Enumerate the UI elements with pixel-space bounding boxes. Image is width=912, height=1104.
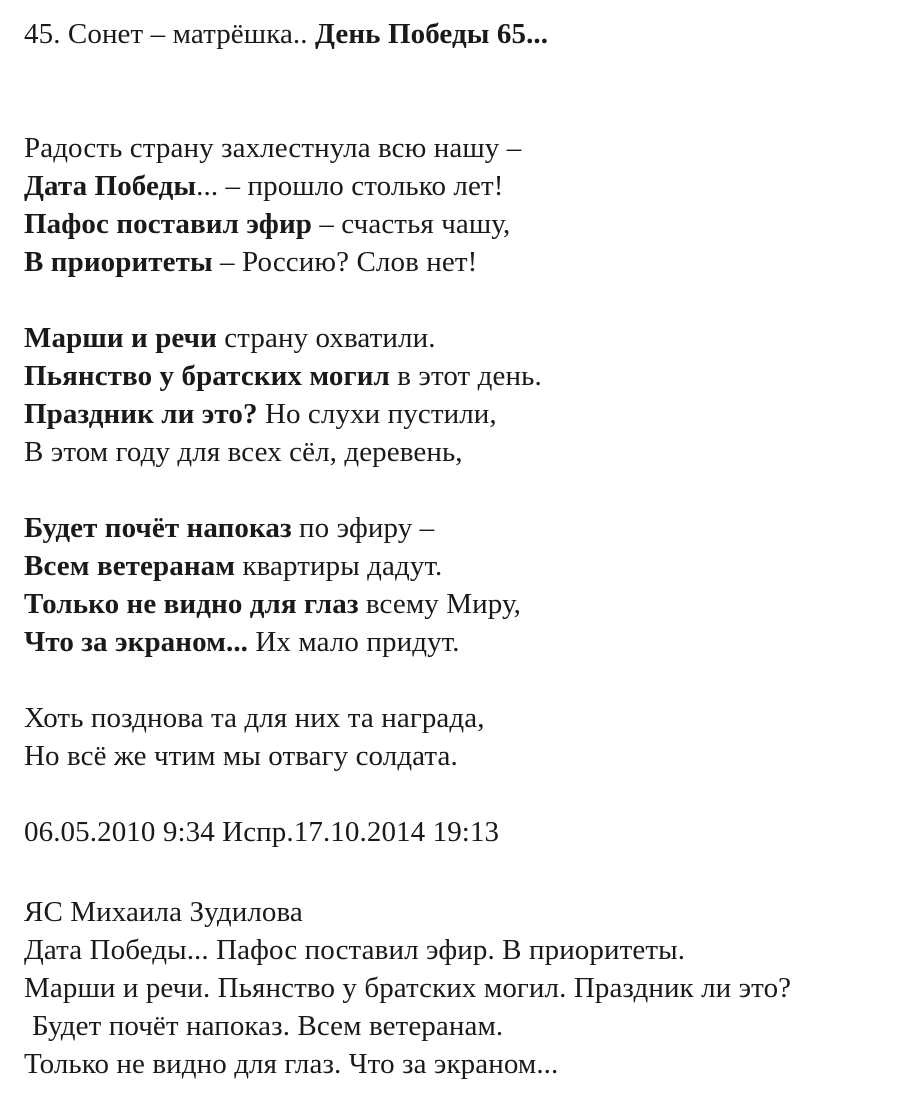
stanza-1-line-1	[24, 130, 521, 166]
line-bold-part: Всем ветеранам	[24, 550, 236, 582]
line-normal-part: – счастья чашу,	[311, 208, 511, 240]
line-normal-part: Но слухи пустили,	[257, 398, 497, 430]
line-normal-part: в этот день.	[389, 360, 542, 392]
stanza-2-line-1	[24, 320, 436, 356]
line-bold-part: Дата Победы	[24, 170, 197, 202]
heading-title-bold: День Победы 65...	[314, 18, 549, 50]
couplet-line-2	[24, 738, 458, 774]
line-bold-part: В приоритеты	[24, 246, 213, 278]
line-normal-part: страну охватили.	[216, 322, 436, 354]
ys-title: ЯС Михаила Зудилова	[24, 896, 303, 928]
line-bold-part: Будет почёт напоказ	[24, 512, 292, 544]
stanza-3-line-2	[24, 548, 442, 584]
couplet-line-1	[24, 700, 485, 736]
line-bold-part: Марши и речи	[24, 322, 217, 354]
line-bold-part: Праздник ли это?	[24, 398, 258, 430]
heading-number-text: 45. Сонет – матрёшка..	[24, 18, 315, 50]
line-normal-part: Но всё же чтим мы отвагу солдата.	[24, 740, 458, 772]
stanza-1-line-4	[24, 244, 477, 280]
poem-heading	[24, 16, 548, 52]
stanza-1-line-2	[24, 168, 503, 204]
line-bold-part: Что за экраном...	[24, 626, 249, 658]
stanza-3-line-1	[24, 510, 434, 546]
line-normal-part: Радость страну захлестнула всю нашу –	[24, 132, 522, 164]
ys-line-4: Только не видно для глаз. Что за экраном...	[24, 1048, 559, 1080]
line-normal-part: Их мало придут.	[248, 626, 460, 658]
line-normal-part: Хоть позднова та для них та награда,	[24, 702, 485, 734]
line-normal-part: В этом году для всех сёл, деревень,	[24, 436, 463, 468]
stanza-3-line-3	[24, 586, 521, 622]
ys-line-3: Будет почёт напоказ. Всем ветеранам.	[32, 1010, 504, 1042]
ys-line-2: Марши и речи. Пьянство у братских могил. Праздник ли это?	[24, 972, 792, 1004]
stanza-1-line-3	[24, 206, 510, 242]
date-line: 06.05.2010 9:34 Испр.17.10.2014 19:13	[24, 816, 500, 848]
stanza-2-line-2	[24, 358, 542, 394]
line-bold-part: Только не видно для глаз	[24, 588, 359, 620]
line-normal-part: ... – прошло столько лет!	[196, 170, 504, 202]
line-normal-part: всему Миру,	[358, 588, 522, 620]
stanza-3-line-4	[24, 624, 460, 660]
line-bold-part: Пафос поставил эфир	[24, 208, 312, 240]
line-normal-part: по эфиру –	[291, 512, 435, 544]
line-bold-part: Пьянство у братских могил	[24, 360, 390, 392]
stanza-2-line-4	[24, 434, 463, 470]
line-normal-part: – Россию? Слов нет!	[212, 246, 478, 278]
line-normal-part: квартиры дадут.	[235, 550, 443, 582]
ys-line-1: Дата Победы... Пафос поставил эфир. В приоритеты.	[24, 934, 686, 966]
stanza-2-line-3	[24, 396, 497, 432]
